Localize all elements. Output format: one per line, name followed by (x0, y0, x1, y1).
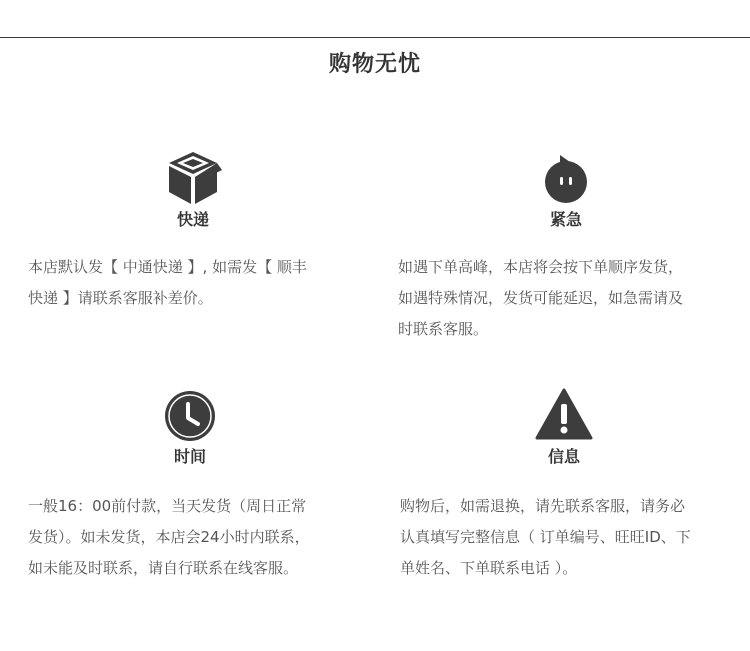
urgent-title: 紧急 (549, 210, 582, 229)
urgent-text (398, 252, 738, 345)
info-line: 购物后，如需退换，请先联系客服，请务必 (400, 497, 686, 515)
urgent-line: 时联系客服。 (398, 320, 489, 338)
page-title: 购物无忧 (328, 52, 421, 77)
time-text (28, 491, 368, 584)
time-title: 时间 (173, 447, 206, 466)
info-line: 认真填写完整信息（ 订单编号、旺旺ID、下 (400, 528, 691, 546)
warning-icon (534, 386, 594, 442)
shipping-title: 快递 (176, 210, 209, 229)
time-line: 一般16：00前付款，当天发货（周日正常 (28, 497, 307, 515)
shipping-line: 本店默认发【 中通快递 】, 如需发【 顺丰 (28, 258, 307, 276)
shipping-text (28, 252, 358, 314)
info-title: 信息 (547, 447, 580, 466)
info-text (400, 491, 740, 584)
urgent-line: 如遇特殊情况，发货可能延迟，如急需请及 (398, 289, 684, 307)
shipping-line: 快递 】请联系客服补差价。 (28, 289, 213, 307)
info-line: 单姓名、下单联系电话 ）。 (400, 559, 578, 577)
box-icon (163, 150, 223, 206)
time-line: 发货）。如未发货，本店会24小时内联系， (28, 528, 310, 546)
time-line: 如未能及时联系，请自行联系在线客服。 (28, 559, 299, 577)
clock-icon (160, 388, 220, 444)
top-divider (0, 37, 750, 38)
chat-bubble-icon (536, 152, 596, 208)
urgent-line: 如遇下单高峰，本店将会按下单顺序发货， (398, 258, 684, 276)
